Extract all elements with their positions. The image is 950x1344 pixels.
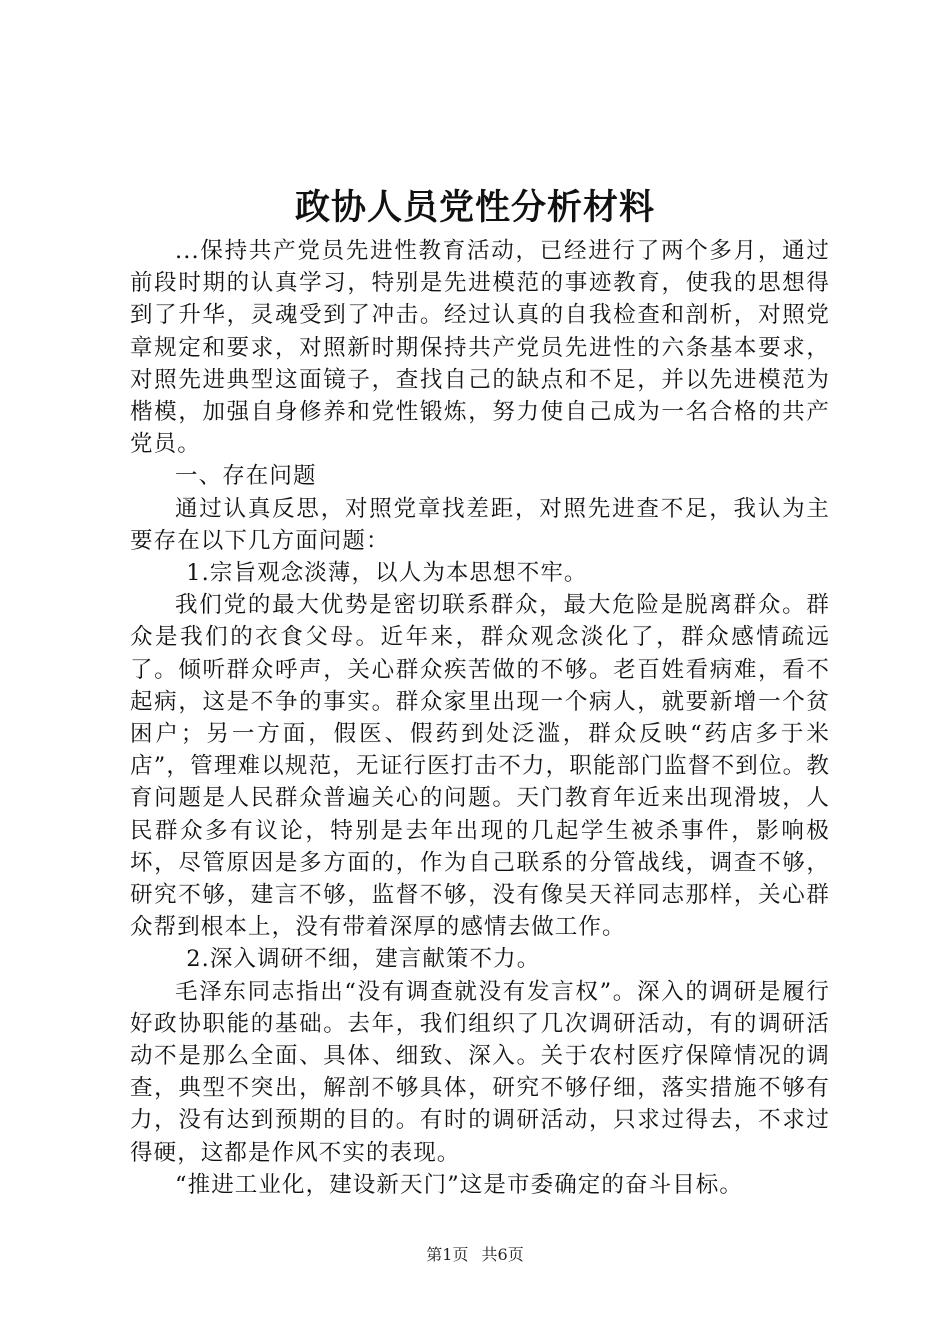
- section-heading-problems: 一、存在问题: [175, 463, 317, 490]
- document-title: 政协人员党性分析材料: [294, 187, 655, 228]
- problem-1-paragraph: 我们党的最大优势是密切联系群众，最大危险是脱离群众。群众是我们的衣食父母。近年来，群众观念淡化了，群众感情疏远了。倾听群众呼声，关心群众疾苦做的不够。老百姓看病难，看不起病，这是不争的事实。群众家里出现一个病人，就要新增一个贫困户；另一方面，假医、假药到处泛滥，群众反映“药店多于米店”，管理难以规范，无证行医打击不力，职能部门监督不到位。教育问题是人民群众普遍关心的问题。天门教育年近来出现滑坡，人民群众多有议论，特别是去年出现的几起学生被杀事件，影响极坏，尽管原因是多方面的，作为自己联系的分管战线，调查不够，研究不够，建言不够，监督不够，没有像吴天祥同志那样，关心群众帮到根本上，没有带着深厚的感情去做工作。: [130, 592, 830, 941]
- closing-paragraph: “推进工业化，建设新天门”这是市委确定的奋斗目标。: [175, 1171, 744, 1198]
- problems-intro-paragraph: 通过认真反思，对照党章找差距，对照先进查不足，我认为主要存在以下几方面问题：: [130, 495, 830, 554]
- intro-paragraph: ...保持共产党员先进性教育活动，已经进行了两个多月，通过前段时期的认真学习，特别是先进模范的事迹教育，使我的思想得到了升华，灵魂受到了冲击。经过认真的自我检查和剖析，对照党章规定和要求，对照新时期保持共产党员先进性的六条基本要求，对照先进典型这面镜子，查找自己的缺点和不足，并以先进模范为楷模，加强自身修养和党性锻炼，努力使自己成为一名合格的共产党员。: [130, 238, 830, 458]
- page-footer: [0, 1245, 950, 1265]
- problem-heading-1: 1.宗旨观念淡薄，以人为本思想不牢。: [186, 560, 588, 587]
- document-body: [130, 235, 830, 1201]
- page-total: 共6页: [481, 1245, 524, 1264]
- page-number: 第1页: [426, 1245, 469, 1264]
- problem-heading-2: 2.深入调研不细，建言献策不力。: [186, 946, 541, 973]
- problem-2-paragraph: 毛泽东同志指出“没有调查就没有发言权”。深入的调研是履行好政协职能的基础。去年，我们组织了几次调研活动，有的调研活动不是那么全面、具体、细致、深入。关于农村医疗保障情况的调查，典型不突出，解剖不够具体，研究不够仔细，落实措施不够有力，没有达到预期的目的。有时的调研活动，只求过得去，不求过得硬，这都是作风不实的表现。: [130, 978, 830, 1166]
